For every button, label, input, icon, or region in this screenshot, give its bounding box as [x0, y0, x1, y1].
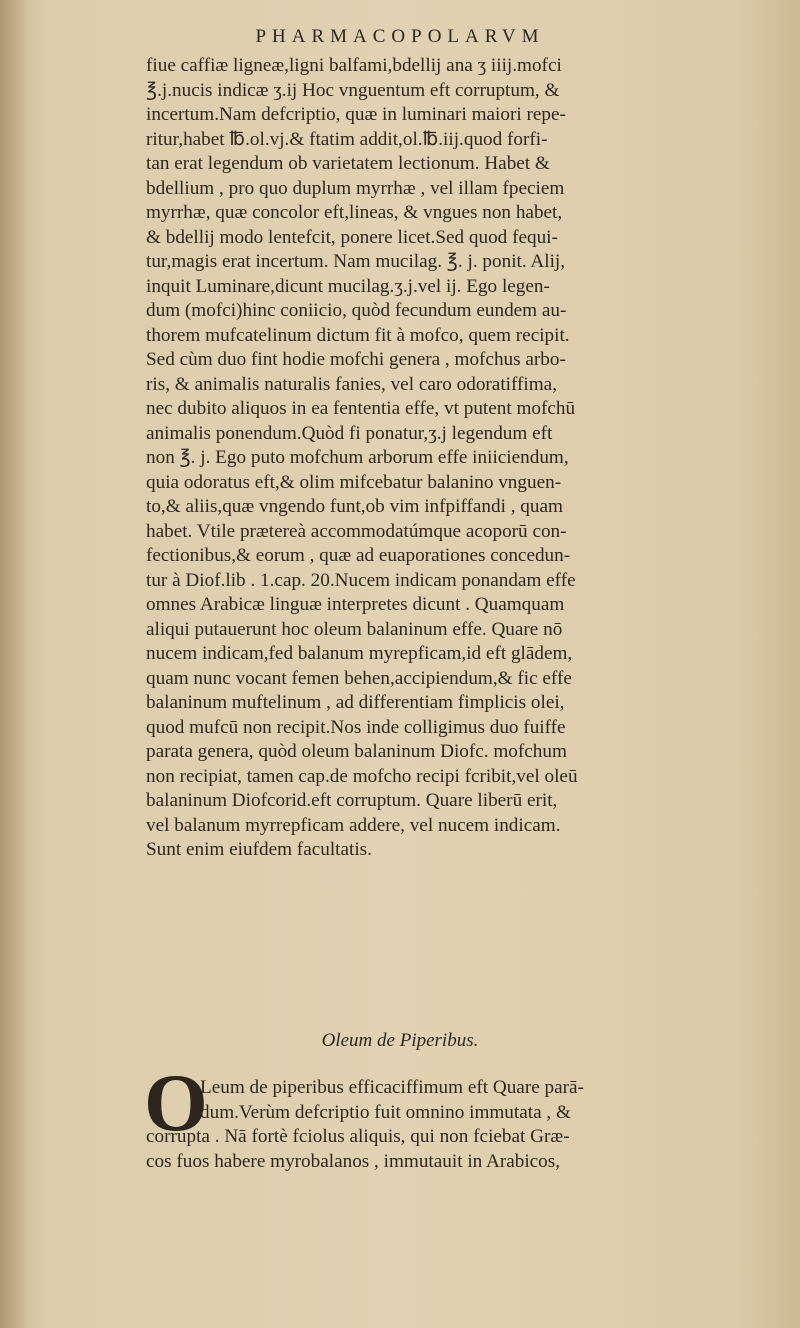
drop-cap-initial: O	[144, 1057, 208, 1148]
text-line: nucem indicam,fed balanum myrepficam,id eft glādem,	[146, 643, 573, 664]
text-line: Sed cùm duo fint hodie mofchi genera , mofchus arbo-	[146, 349, 566, 370]
text-line: balaninum muftelinum , ad differentiam fimplicis olei,	[146, 692, 565, 713]
text-line: dum (mofci)hinc coniicio, quòd fecundum eundem au-	[146, 300, 567, 321]
text-line: nec dubito aliquos in ea fententia effe, vt putent mofchū	[146, 398, 576, 419]
text-line: fectionibus,& eorum , quæ ad euaporationes concedun-	[146, 545, 571, 566]
text-line: Sunt enim eiufdem facultatis.	[146, 839, 372, 860]
running-head: PHARMACOPOLARVM	[255, 26, 545, 47]
text-line: cos fuos habere myrobalanos , immutauit in Arabicos,	[146, 1150, 561, 1172]
section-title: Oleum de Piperibus.	[321, 1030, 479, 1051]
text-line: thorem mufcatelinum dictum fit à mofco, quem recipit.	[146, 324, 570, 346]
text-line: incertum.Nam defcriptio, quæ in luminari maiori repe-	[146, 104, 566, 125]
text-line: ris, & animalis naturalis fanies, vel caro odoratiffima,	[146, 373, 557, 395]
text-line: habet. Vtile prætereà accommodatúmque acoporū con-	[146, 520, 567, 542]
text-line: omnes Arabicæ linguæ interpretes dicunt . Quamquam	[146, 594, 565, 615]
text-line: non recipiat, tamen cap.de mofcho recipi fcribit,vel oleū	[146, 765, 578, 787]
text-line: & bdellij modo lentefcit, ponere licet.Sed quod fequi-	[146, 226, 558, 248]
text-line: aliqui putauerunt hoc oleum balaninum effe. Quare nō	[146, 618, 563, 640]
text-line: vel balanum myrrepficam addere, vel nucem indicam.	[146, 814, 561, 836]
text-line: tur à Diof.lib . 1.cap. 20.Nucem indicam ponandam effe	[146, 569, 576, 591]
text-line: non ℥. j. Ego puto mofchum arborum effe iniiciendum,	[146, 447, 569, 468]
gutter-shadow	[0, 0, 28, 1328]
text-line: quam nunc vocant femen behen,accipiendum,& fic effe	[146, 667, 572, 689]
text-line: animalis ponendum.Quòd fi ponatur,ʒ.j legendum eft	[146, 422, 553, 444]
text-line: tan erat legendum ob varietatem lectionum. Habet &	[146, 153, 550, 174]
main-text-block	[146, 54, 776, 863]
text-line: tur,magis erat incertum. Nam mucilag. ℥. j. ponit. Alij,	[146, 251, 566, 272]
section-indented-text	[200, 1076, 776, 1125]
text-line: to,& aliis,quæ vngendo funt,ob vim infpiffandi , quam	[146, 496, 563, 517]
text-line: quod mufcū non recipit.Nos inde colligimus duo fuiffe	[146, 716, 566, 738]
text-line: Leum de piperibus efficaciffimum eft Quare parā-	[200, 1077, 584, 1098]
text-line: inquit Luminare,dicunt mucilag.ʒ.j.vel ij. Ego legen-	[146, 275, 550, 297]
text-line: myrrhæ, quæ concolor eft,lineas, & vngues non habet,	[146, 202, 563, 223]
section-full-text	[146, 1125, 776, 1174]
text-line: corrupta . Nā fortè fciolus aliquis, qui non fciebat Græ-	[146, 1126, 570, 1147]
text-line: parata genera, quòd oleum balaninum Diofc. mofchum	[146, 741, 567, 762]
text-line: quia odoratus eft,& olim mifcebatur balanino vnguen-	[146, 471, 562, 493]
text-line: ritur,habet ℔.ol.vj.& ftatim addit,ol.℔.iij.quod forfi-	[146, 128, 548, 150]
text-line: bdellium , pro quo duplum myrrhæ , vel illam fpeciem	[146, 177, 565, 199]
text-line: fiue caffiæ ligneæ,ligni balfami,bdellij ana ʒ iiij.mofci	[146, 55, 562, 76]
text-line: dum.Verùm defcriptio fuit omnino immutata , &	[200, 1101, 571, 1123]
text-line: ℥.j.nucis indicæ ʒ.ij Hoc vnguentum eft corruptum, &	[146, 79, 560, 101]
text-line: balaninum Diofcorid.eft corruptum. Quare liberū erit,	[146, 790, 558, 811]
